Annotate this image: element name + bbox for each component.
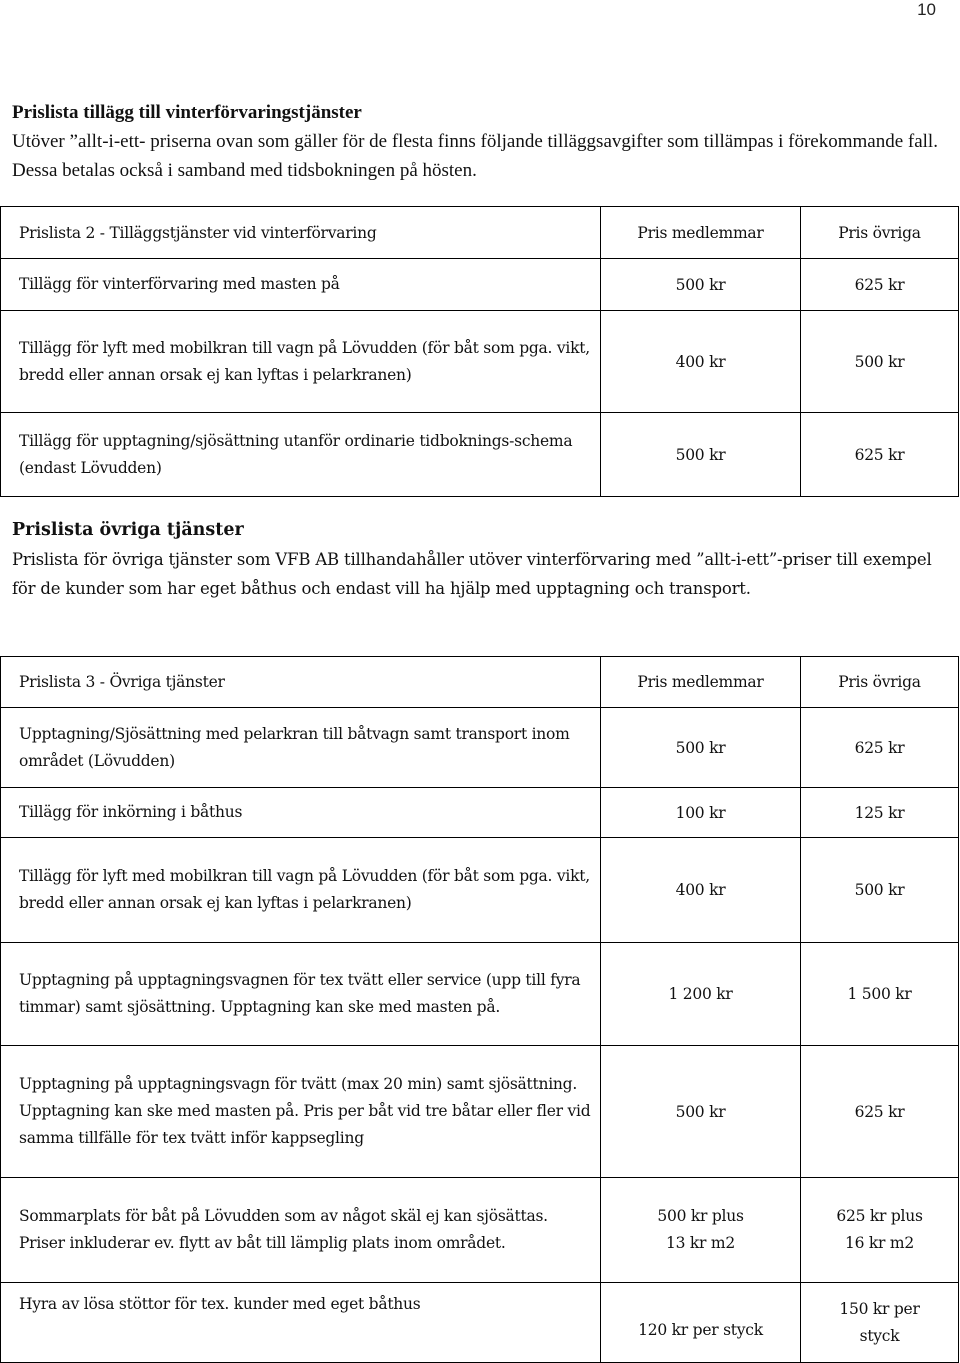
table-row [1, 1178, 959, 1283]
table-row [1, 1283, 959, 1363]
header-price-members: Pris medlemmar [601, 657, 801, 708]
section-heading: Prislista tillägg till vinterförvaringstjänster [12, 102, 362, 123]
header-price-others: Pris övriga [801, 207, 959, 259]
service-description: Sommarplats för båt på Lövudden som av något skäl ej kan sjösättas. Priser inkluderar ev. flytt av båt till lämplig plats inom området. [19, 1207, 548, 1252]
price-line: 16 kr m2 [845, 1234, 914, 1252]
section-body: Utöver ”allt-i-ett- priserna ovan som gäller för de flesta finns följande tilläggsavgifter som tillämpas i förekommande fall. Dessa betalas också i samband med tidsbokningen på hösten. [12, 131, 938, 181]
price-table-tillaggstjanster [0, 206, 959, 497]
table-row [1, 788, 959, 838]
page-number: 10 [917, 0, 936, 19]
price-members: 400 kr [601, 838, 801, 943]
price-others: 625 kr [801, 708, 959, 788]
table-row [1, 413, 959, 497]
price-line: 13 kr m2 [666, 1234, 735, 1252]
price-others: 625 kr [801, 1046, 959, 1178]
price-members: 1 200 kr [601, 943, 801, 1046]
table-header-row [1, 207, 959, 259]
price-others: 500 kr [801, 311, 959, 413]
price-others: 500 kr [801, 838, 959, 943]
price-members: 100 kr [601, 788, 801, 838]
price-line: 150 kr per [839, 1299, 920, 1318]
price-others: 625 kr [801, 259, 959, 311]
price-others: 625 kr [801, 413, 959, 497]
table-row [1, 838, 959, 943]
price-members [601, 1178, 801, 1283]
header-price-members: Pris medlemmar [601, 207, 801, 259]
price-others [801, 1283, 959, 1363]
header-price-others: Pris övriga [801, 657, 959, 708]
section-ovriga-tjanster-intro [12, 516, 942, 603]
price-line: styck [859, 1326, 900, 1345]
section-vinterforvaring-intro [12, 98, 942, 185]
price-members: 500 kr [601, 413, 801, 497]
service-description: Tillägg för lyft med mobilkran till vagn på Lövudden (för båt som pga. vikt, bredd eller annan orsak ej kan lyftas i pelarkranen) [19, 338, 590, 384]
service-description: Upptagning på upptagningsvagnen för tex tvätt eller service (upp till fyra timmar) samt sjösättning. Upptagning kan ske med masten på. [19, 971, 581, 1016]
price-line: 500 kr plus [657, 1207, 744, 1225]
table-row [1, 1046, 959, 1178]
price-members: 500 kr [601, 1046, 801, 1178]
section-heading: Prislista övriga tjänster [12, 520, 244, 540]
service-description: Tillägg för lyft med mobilkran till vagn på Lövudden (för båt som pga. vikt, bredd eller annan orsak ej kan lyftas i pelarkranen) [19, 867, 590, 912]
table-row [1, 943, 959, 1046]
price-members: 400 kr [601, 311, 801, 413]
service-description: Tillägg för vinterförvaring med masten på [19, 275, 340, 293]
table-header-row [1, 657, 959, 708]
table-row [1, 311, 959, 413]
header-service: Prislista 3 - Övriga tjänster [1, 657, 601, 708]
price-members: 500 kr [601, 259, 801, 311]
price-line: 625 kr plus [836, 1207, 923, 1225]
price-members: 500 kr [601, 708, 801, 788]
price-table-ovriga-tjanster [0, 656, 959, 1363]
price-others [801, 1178, 959, 1283]
service-description: Tillägg för inkörning i båthus [19, 803, 243, 821]
header-service: Prislista 2 - Tilläggstjänster vid vinterförvaring [1, 207, 601, 259]
table-row [1, 708, 959, 788]
price-members: 120 kr per styck [601, 1283, 801, 1363]
service-description: Tillägg för upptagning/sjösättning utanför ordinarie tidboknings-schema (endast Lövudden) [19, 431, 573, 477]
service-description: Hyra av lösa stöttor för tex. kunder med eget båthus [19, 1295, 421, 1313]
price-others: 1 500 kr [801, 943, 959, 1046]
service-description: Upptagning på upptagningsvagn för tvätt (max 20 min) samt sjösättning. Upptagning kan ske med masten på. Pris per båt vid tre båtar eller fler vid samma tillfälle för tex tvätt inför kappsegling [19, 1075, 591, 1147]
section-body: Prislista för övriga tjänster som VFB AB tillhandahåller utöver vinterförvaring med ”allt-i-ett”-priser till exempel för de kunder som har eget båthus och endast vill ha hjälp med upptagning och transport. [12, 550, 932, 598]
service-description: Upptagning/Sjösättning med pelarkran till båtvagn samt transport inom området (Lövudden) [19, 724, 570, 770]
table-row [1, 259, 959, 311]
price-others: 125 kr [801, 788, 959, 838]
